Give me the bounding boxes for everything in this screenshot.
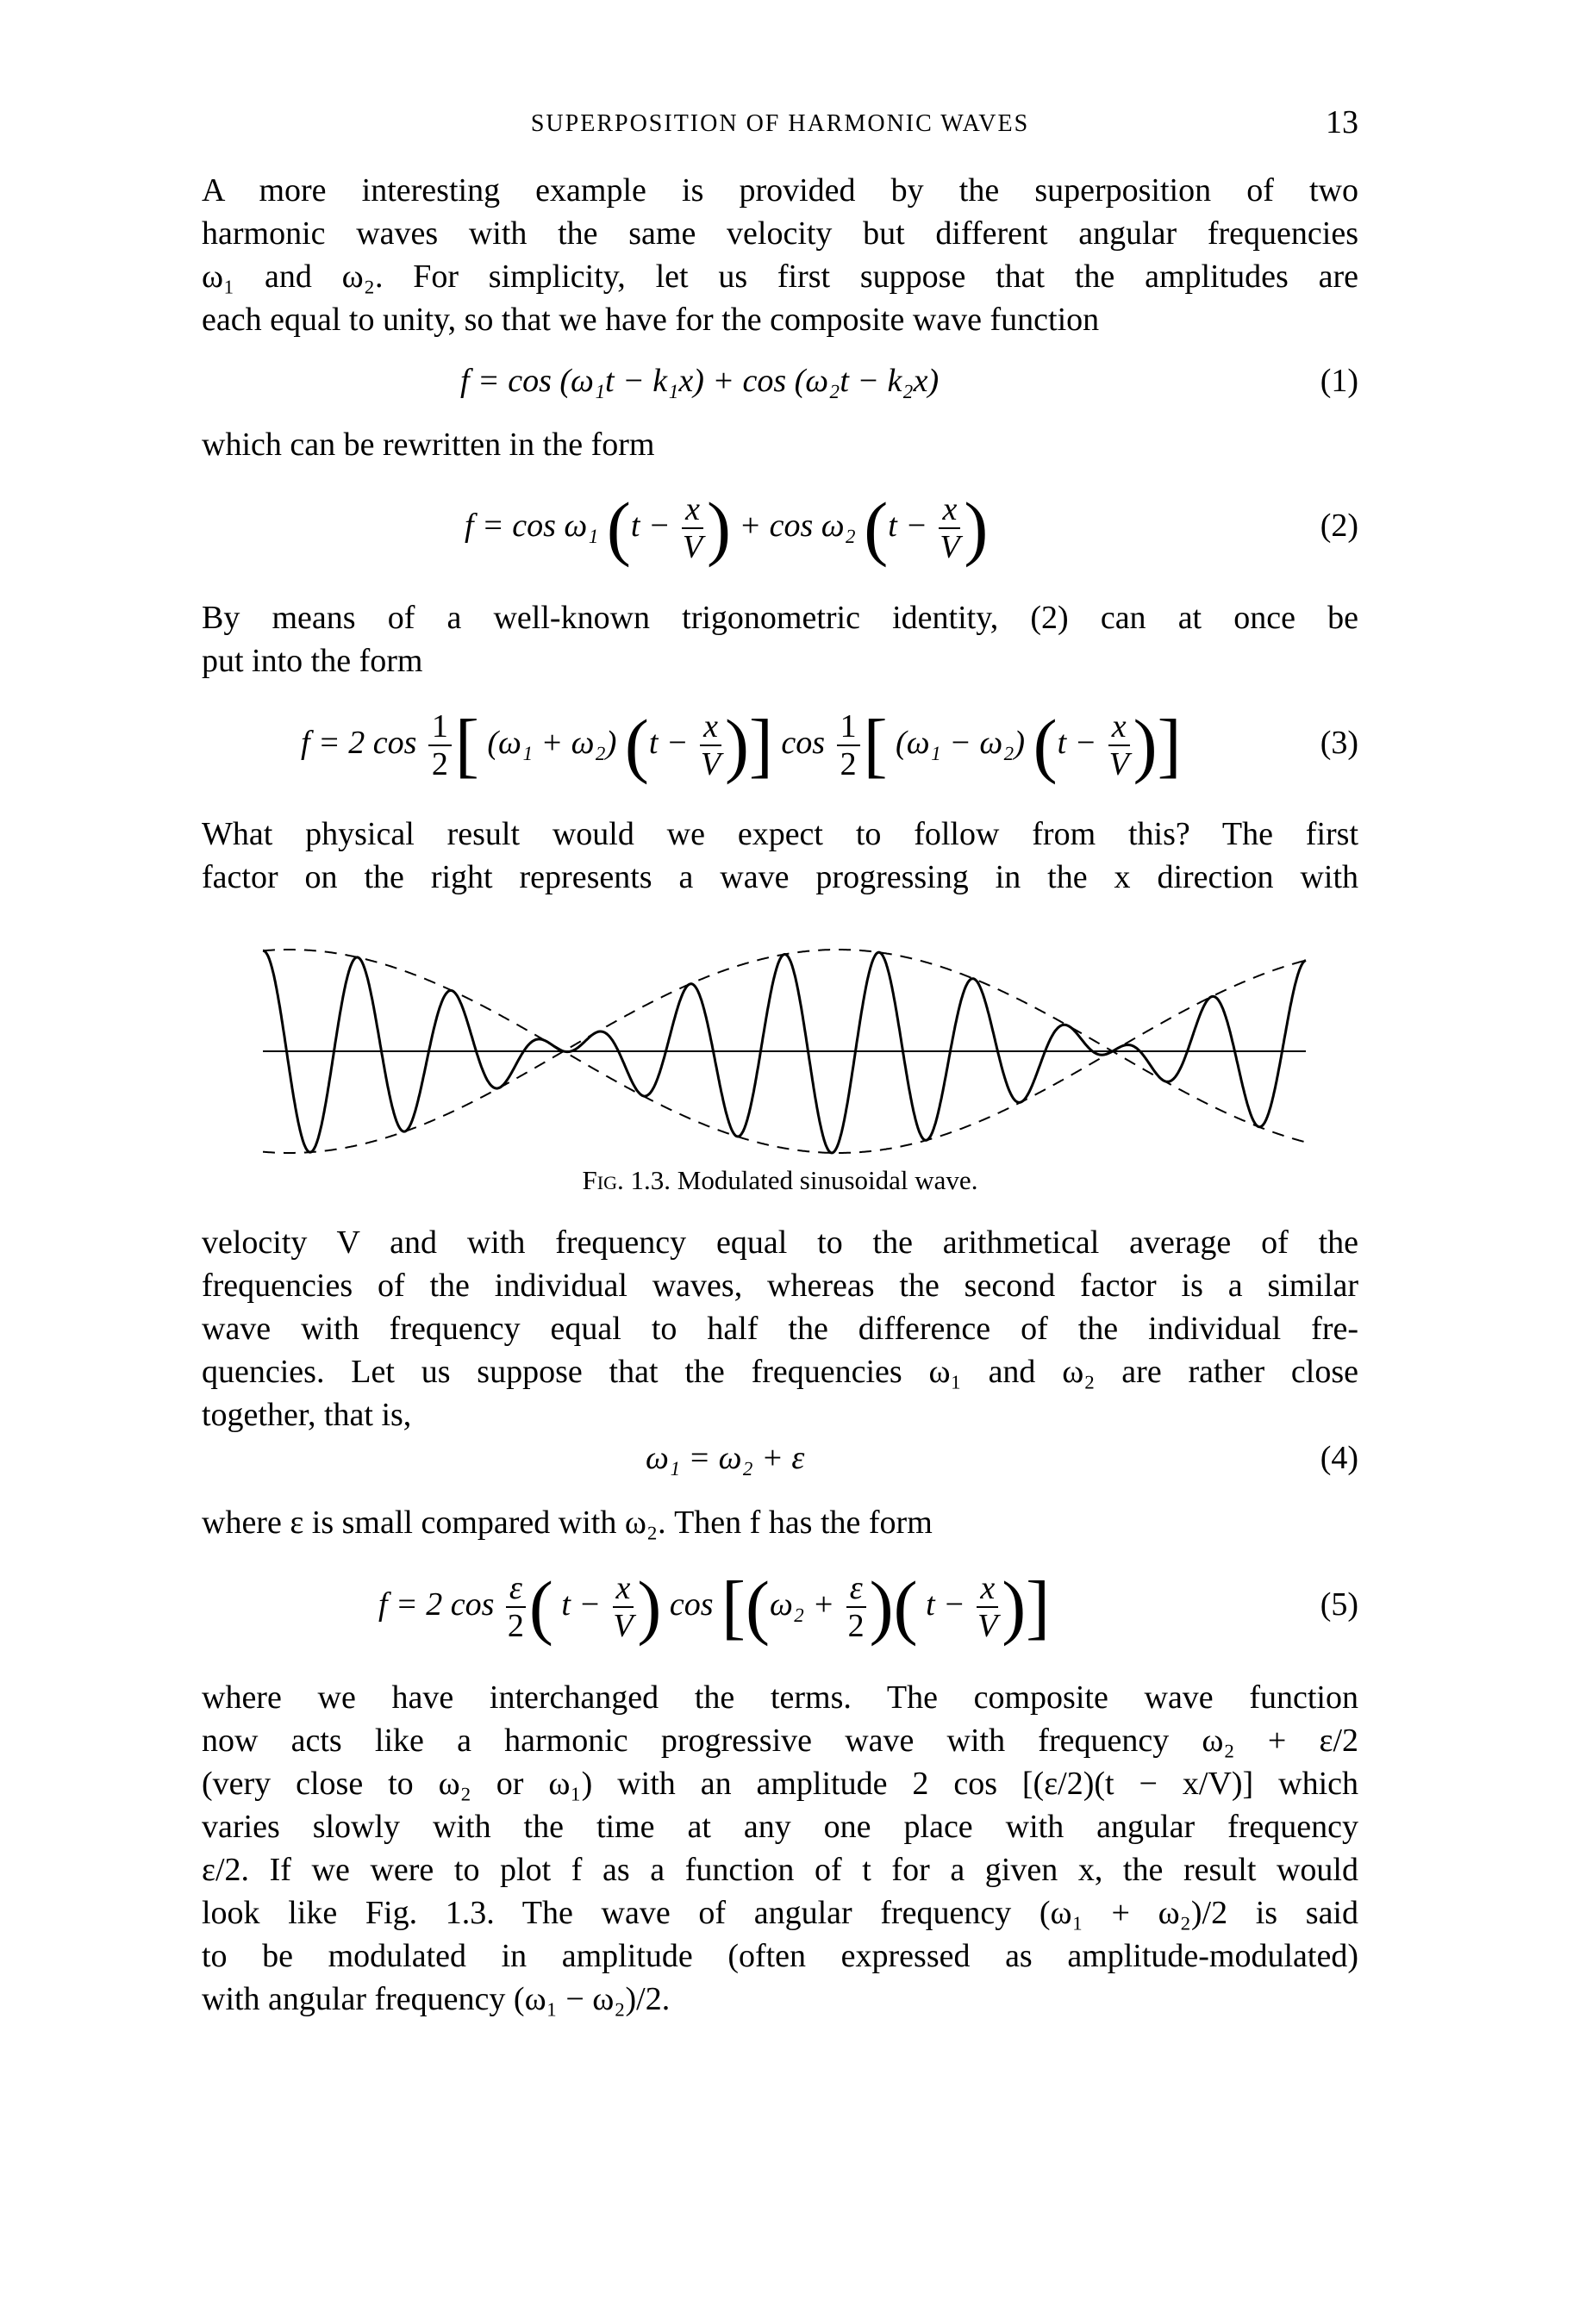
figure-modulated-wave [259,935,1310,1168]
text-line: wave with frequency equal to half the difference of the individual fre- [202,1311,1358,1347]
equation-body: f = 2 cos $\frac{1}{2}$ [ (ω₁ + ω₂) (t − $\frac{x}{V}$ )] cos $\frac{1}{2}$ [ (ω₁ − ω₂) (t − $\frac{x}{V}$ )] [301,705,1182,786]
frac-denominator: V [682,529,703,566]
text-line: where we have interchanged the terms. The composite wave function [202,1679,1358,1716]
equation-body: f = 2 cos $\frac{\varepsilon}{2}$ ( t − $\frac{x}{V}$ ) cos [(ω₂ + $\frac{\varepsilon}{2}$ )( t − $\frac{x}{V}$ )] [378,1567,1051,1648]
eq-term: cos [669,1586,714,1623]
frac-denominator: 2 [840,746,857,783]
frac-numerator: ε [506,1570,526,1608]
caption-label: Fig. 1.3. [582,1165,671,1195]
equation-body: f = cos (ω₁t − k₁x) + cos (ω₂t − k₂x) [460,363,940,399]
paragraph-small [202,1501,1358,1544]
frac-denominator: V [613,1608,634,1645]
frac-numerator: 1 [428,708,452,746]
eq-term: (ω₁ + ω₂) [487,725,617,761]
eq-lhs: f = cos ω₁ [465,508,599,544]
text-line: each equal to unity, so that we have for the composite wave function [202,302,1100,338]
text-line: By means of a well-known trigonometric identity, (2) can at once be [202,600,1358,636]
frac-numerator: 1 [837,708,860,746]
eq-term: + cos ω₂ [739,508,856,544]
frac-numerator: x [939,491,960,529]
text-line: put into the form [202,643,423,679]
frac-numerator: x [682,491,703,529]
text-line: to be modulated in amplitude (often expressed as amplitude-modulated) [202,1938,1358,1974]
equation-number: (3) [1320,725,1358,761]
frac-numerator: x [977,1570,998,1608]
text-line: velocity V and with frequency equal to the arithmetical average of the [202,1224,1358,1261]
text-line: (very close to ω₂ or ω₁) with an amplitude 2 cos [(ε/2)(t − x/V)] which [202,1766,1358,1802]
eq-term: t − [1057,725,1097,761]
text-line: where ε is small compared with ω₂. Then f has the form [202,1505,933,1541]
eq-term: t − [888,508,927,544]
figure-caption [202,1165,1358,1196]
equation-1 [202,362,1358,405]
equation-body: f = cos ω₁ (t − $\frac{x}{V}$ ) + cos ω₂ (t − $\frac{x}{V}$ ) [465,488,989,569]
frac-numerator: ε [846,1570,866,1608]
frac-denominator: V [700,746,721,783]
text-line: look like Fig. 1.3. The wave of angular frequency (ω₁ + ω₂)/2 is said [202,1895,1358,1931]
paragraph-physical [202,813,1358,899]
frac-denominator: 2 [507,1608,524,1645]
equation-body: ω₁ = ω₂ + ε [646,1440,805,1476]
equation-2 [202,483,1358,577]
frac-numerator: x [1108,708,1130,746]
text-line: together, that is, [202,1397,412,1433]
equation-number: (4) [1320,1440,1358,1476]
equation-5 [202,1561,1358,1656]
equation-4 [202,1439,1358,1482]
eq-term: (ω₁ − ω₂) [896,725,1026,761]
frac-denominator: V [940,529,960,566]
paragraph-intro [202,169,1358,341]
eq-term: t − [926,1586,965,1623]
text-line: with angular frequency (ω₁ − ω₂)/2. [202,1981,671,2017]
frac-numerator: x [700,708,721,746]
text-line: harmonic waves with the same velocity but different angular frequencies [202,215,1358,252]
frac-denominator: V [1108,746,1129,783]
page-number: 13 [1326,104,1358,140]
running-title: SUPERPOSITION OF HARMONIC WAVES [530,110,1030,137]
text-line: factor on the right represents a wave progressing in the x direction with [202,859,1358,895]
text-line: varies slowly with the time at any one place with angular frequency [202,1809,1358,1845]
text-line: What physical result would we expect to follow from this? The first [202,816,1358,852]
equation-number: (2) [1320,508,1358,544]
text-line: now acts like a harmonic progressive wave with frequency ω₂ + ε/2 [202,1723,1358,1759]
eq-term: cos [781,725,826,761]
text-line: quencies. Let us suppose that the frequencies ω₁ and ω₂ are rather close [202,1354,1358,1390]
text-line: A more interesting example is provided by the superposition of two [202,172,1358,209]
equation-number: (1) [1320,363,1358,399]
caption-text: Modulated sinusoidal wave. [677,1165,978,1195]
paragraph-interchanged [202,1676,1358,2021]
eq-lhs: f = 2 cos [301,725,417,761]
paragraph-velocity [202,1221,1358,1436]
eq-term: t − [648,725,689,761]
equation-number: (5) [1320,1586,1358,1623]
eq-term: t − [630,508,671,544]
paragraph-identity [202,596,1358,682]
frac-denominator: 2 [431,746,448,783]
text-line: frequencies of the individual waves, whereas the second factor is a similar [202,1268,1358,1304]
frac-denominator: V [977,1608,998,1645]
frac-numerator: x [613,1570,634,1608]
text-line: which can be rewritten in the form [202,427,655,463]
text-line: ε/2. If we were to plot f as a function of t for a given x, the result would [202,1852,1358,1888]
equation-3 [202,700,1358,794]
text-line: ω₁ and ω₂. For simplicity, let us first suppose that the amplitudes are [202,259,1358,295]
wave-plot [259,935,1310,1168]
paragraph-rewrite [202,423,1358,466]
frac-denominator: 2 [847,1608,865,1645]
eq-lhs: f = 2 cos [378,1586,495,1623]
eq-term: ω₂ + [770,1586,835,1623]
page-header [202,104,1358,145]
eq-term: t − [561,1586,602,1623]
